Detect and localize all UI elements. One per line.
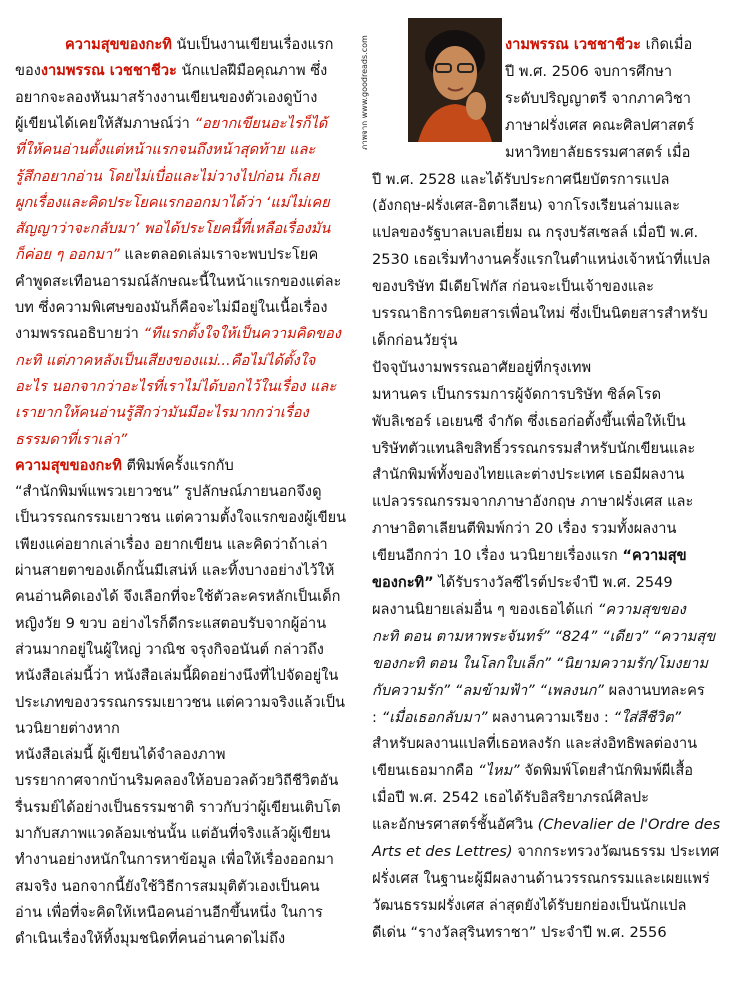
text-line [15, 875, 320, 899]
text-segment: ปัจจุบันงามพรรณอาศัยอยู่ที่กรุงเทพ [372, 358, 592, 376]
text-line [15, 848, 334, 872]
text-segment: (Chevalier de l'Ordre des [537, 816, 721, 834]
text-line [372, 221, 698, 245]
text-segment: จัดพิมพ์โดยสำนักพิมพ์ผีเสื้อ [519, 762, 694, 780]
text-line [372, 329, 457, 353]
text-segment: อยากจะลองหันมาสร้างงานเขียนของตัวเองดูบ้าง [15, 88, 318, 106]
text-segment: รู้สึกอยากอ่าน โดยไม่เบื่อและไม่วางไปก่อน ก็เลย [15, 167, 320, 185]
text-segment: สำนักพิมพ์ทั้งของไทยและต่างประเทศ เธอมีผลงาน [372, 466, 685, 484]
text-line [15, 270, 341, 294]
text-segment: และตลอดเล่มเราจะพบประโยค [119, 246, 319, 264]
text-line [372, 786, 649, 810]
text-line [15, 401, 309, 425]
text-segment: วัฒนธรรมฝรั่งเศส ล่าสุดยังได้รับยกย่องเป็นนักแปล [372, 896, 687, 914]
text-line [505, 114, 694, 138]
text-segment: ผลงานบทละคร [604, 681, 705, 699]
text-line [372, 383, 661, 407]
text-segment: บริษัทตัวแทนลิขสิทธิ์วรรณกรรมสำหรับนักเขียนและ [372, 439, 696, 457]
text-segment: “ทีแรกตั้งใจให้เป็นความคิดของ [143, 325, 341, 343]
text-line [15, 375, 336, 399]
text-segment: จากกระทรวงวัฒนธรรม ประเทศ [512, 843, 720, 860]
text-segment: หญิงวัย 9 ขวบ อย่างไรก็ดีกระแสตอบรับจากผู้อ่าน [15, 614, 327, 632]
text-segment: “ไหม” [477, 762, 520, 780]
text-segment: เด็กก่อนวัยรุ่น [372, 331, 458, 349]
text-line [372, 544, 687, 568]
text-segment: เมื่อปี พ.ศ. 2542 เธอได้รับอิสริยาภรณ์ศิลปะ [372, 789, 649, 807]
text-line [15, 506, 346, 530]
text-line [372, 759, 693, 783]
text-segment: เรายากให้คนอ่านรู้สึกว่ามันมีอะไรมากกว่าเรื่อง [15, 404, 309, 422]
text-line [15, 165, 319, 189]
text-segment: ของกะทิ” [372, 574, 434, 591]
text-segment: ผ่านสายตาของเด็กนั้นมีเสน่ห์ และทิ้งบางอย่างไว้ให้ [15, 562, 335, 579]
text-segment: “สำนักพิมพ์แพรวเยาวชน” รูปลักษณ์ภายนอกจึงดู [15, 483, 322, 501]
text-line [372, 652, 708, 676]
text-line [15, 243, 318, 267]
text-segment: เขียนเธอมากคือ [372, 762, 478, 780]
text-segment: งามพรรณอธิบายว่า [15, 325, 144, 343]
text-segment: หนังสือเล่มนี้ว่า หนังสือเล่มนี้ผิดอย่างนึงที่ไปจัดอยู่ใน [15, 667, 339, 685]
text-line [15, 349, 315, 373]
text-segment: แปลของรัฐบาลเบลเยี่ยม ณ กรุงบรัสเซลล์ เมื่อปี พ.ศ. [372, 224, 699, 242]
text-segment: บรรณาธิการนิตยสารเพื่อนใหม่ ซึ่งเป็นนิตยสารสำหรับ [372, 305, 708, 322]
text-segment: ผู้เขียนได้เคยให้สัมภาษณ์ว่า [15, 114, 195, 132]
text-line [505, 33, 692, 57]
text-line [15, 796, 341, 820]
text-line [15, 901, 323, 925]
text-segment: “ใส่สีชีวิต” [613, 708, 682, 726]
text-line [372, 356, 591, 380]
text-line [372, 410, 686, 434]
text-line [15, 112, 327, 136]
text-segment: สัญญาว่าจะกลับมา’ พอได้ประโยคนี้ที่เหลือเรื่องมัน [15, 220, 331, 238]
text-line [15, 585, 340, 609]
text-segment: มากับสภาพแวดล้อมเช่นนั้น แต่อันที่จริงแล้วผู้เขียน [15, 825, 331, 842]
text-line [15, 638, 324, 662]
text-line [15, 822, 330, 846]
text-segment: นักแปลฝีมือคุณภาพ ซึ่ง [176, 62, 328, 80]
text-segment: “อยากเขียนอะไรก็ได้ [194, 114, 328, 132]
text-line [15, 612, 326, 636]
text-segment: งามพรรณ เวชชาชีวะ [505, 36, 641, 53]
text-segment: งามพรรณ เวชชาชีวะ [40, 62, 177, 80]
text-segment: ประเภทของวรรณกรรมเยาวชน แต่ความจริงแล้วเป็น [15, 693, 345, 711]
text-line [372, 921, 667, 945]
text-segment: ภาษาฝรั่งเศส คณะศิลปศาสตร์ [505, 116, 695, 134]
text-segment: “เมื่อเธอกลับมา” [381, 708, 488, 726]
text-segment: คำพูดสะเทือนอารมณ์ลักษณะนี้ในหน้าแรกของแต่ละ [15, 272, 342, 290]
text-line [15, 691, 345, 715]
text-line [372, 679, 705, 703]
text-segment: (อังกฤษ-ฝรั่งเศส-อิตาเลียน) จากโรงเรียนล่ามและ [372, 197, 680, 215]
text-segment: มหานคร เป็นกรรมการผู้จัดการบริษัท ซิล์คโรด [372, 385, 662, 403]
text-line [372, 598, 686, 622]
text-segment: ระดับปริญญาตรี จากภาควิชา [505, 89, 691, 107]
text-segment: อะไร นอกจากว่าอะไรที่เราไม่ได้บอกไว้ในเรื่อง และ [15, 377, 337, 395]
text-segment: ของกะทิ ตอน ในโลกใบเล็ก” “นิยามความรัก/โมงยาม [372, 654, 708, 672]
text-segment: สมจริง นอกจากนี้ยังใช้วิธีการสมมุติตัวเองเป็นคน [15, 877, 320, 895]
text-line [15, 664, 338, 688]
text-segment: ที่ให้คนอ่านตั้งแต่หน้าแรกจนถึงหน้าสุดท้าย และ [15, 141, 316, 159]
text-segment: ผลงานนิยายเล่มอื่น ๆ ของเธอได้แก่ [372, 600, 598, 618]
text-line [372, 840, 719, 864]
text-line [15, 717, 120, 741]
text-line [372, 490, 693, 514]
text-line [15, 769, 338, 793]
text-segment: 2530 เธอเริ่มทำงานครั้งแรกในตำแหน่งเจ้าหน้าที่แปล [372, 251, 711, 269]
text-segment: ปี พ.ศ. 2528 และได้รับประกาศนียบัตรการแปล [372, 170, 670, 188]
text-segment: ภาษาอิตาเลียนตีพิมพ์กว่า 20 เรื่อง รวมทั้งผลงาน [372, 520, 677, 538]
text-segment: ก็ค่อย ๆ ออกมา” [15, 246, 120, 264]
text-line [372, 894, 686, 918]
text-line [505, 87, 691, 111]
text-line [15, 533, 328, 557]
text-segment: ความสุขของกะทิ [15, 456, 122, 474]
text-line [372, 732, 697, 756]
text-segment: ปี พ.ศ. 2506 จบการศึกษา [505, 62, 673, 80]
text-line [65, 33, 334, 57]
text-line [372, 194, 680, 218]
text-line [15, 322, 341, 346]
text-segment: คนอ่านคิดเองได้ จึงเลือกที่จะใช้ตัวละครหลักเป็นเด็ก [15, 588, 341, 606]
text-segment: สำหรับผลงานแปลที่เธอหลงรัก และส่งอิทธิพลต่องาน [372, 735, 698, 753]
text-segment: รื่นรมย์ได้อย่างเป็นธรรมชาติ ราวกับว่าผู้เขียนเติบโต [15, 798, 341, 816]
text-line [372, 168, 669, 192]
text-segment: : [372, 708, 382, 726]
text-segment: หนังสือเล่มนี้ ผู้เขียนได้จำลองภาพ [15, 746, 226, 764]
text-segment: ผลงานความเรียง : [487, 708, 614, 726]
text-line [372, 571, 673, 595]
text-line [15, 59, 327, 83]
text-line [15, 454, 234, 478]
text-segment: ผูกเรื่องและคิดประโยคแรกออกมาได้ว่า ‘แม่ไม่เคย [15, 193, 330, 211]
text-segment: เกิดเมื่อ [640, 36, 693, 53]
text-segment: และอักษรศาสตร์ชั้นอัศวิน [372, 816, 538, 834]
text-segment: บท ซึ่งความพิเศษของมันก็คือจะไม่มีอยู่ในเนื้อเรื่อง [15, 299, 328, 316]
text-line [15, 191, 330, 215]
text-segment: ดำเนินเรื่องให้ทิ้งมุมชนิดที่คนอ่านคาดไม่ถึง [15, 930, 286, 948]
author-photo [408, 18, 502, 142]
text-segment: ได้รับรางวัลซีไรต์ประจำปี พ.ศ. 2549 [433, 574, 673, 591]
text-segment: กับความรัก” “ลมข้ามฟ้า” “เพลงนก” [372, 681, 604, 699]
text-segment: ฝรั่งเศส ในฐานะผู้มีผลงานด้านวรรณกรรมและเผยแพร่ [372, 869, 710, 887]
text-segment: ตีพิมพ์ครั้งแรกกับ [121, 456, 234, 474]
text-segment: เป็นวรรณกรรมเยาวชน แต่ความตั้งใจแรกของผู้เขียน [15, 509, 347, 527]
text-line [372, 625, 715, 649]
text-segment: กะทิ ตอน ตามหาพระจันทร์” “824” “เดียว” “ความสุข [372, 627, 716, 645]
text-segment: ธรรมดาที่เราเล่า” [15, 430, 128, 448]
text-segment: ดีเด่น “รางวัลสุรินทราชา” ประจำปี พ.ศ. 2556 [372, 923, 667, 941]
text-line [372, 248, 710, 272]
photo-credit: ภาพจาก www.goodreads.com [360, 35, 369, 150]
text-segment: “ความสุข [622, 547, 687, 565]
text-segment: เพียงแค่อยากเล่าเรื่อง อยากเขียน และคิดว่าถ้าเล่า [15, 535, 328, 553]
text-segment: บรรยากาศจากบ้านริมคลองให้อบอวลด้วยวิถีชีวิตอัน [15, 772, 339, 790]
text-segment: ของบริษัท มีเดียโฟกัส ก่อนจะเป็นเจ้าของและ [372, 278, 655, 296]
text-line [505, 141, 690, 165]
text-segment: นวนิยายต่างหาก [15, 719, 120, 737]
text-line [372, 463, 684, 487]
text-line [372, 517, 676, 541]
text-segment: นับเป็นงานเขียนเรื่องแรก [171, 36, 334, 53]
text-segment: ทำงานอย่างหนักในการหาข้อมูล เพื่อให้เรื่องออกมา [15, 851, 334, 869]
text-line [372, 706, 681, 730]
text-segment: เขียนอีกกว่า 10 เรื่อง นวนิยายเรื่องแรก [372, 547, 623, 565]
text-line [372, 275, 654, 299]
text-line [15, 743, 225, 767]
text-segment: กะทิ แต่ภาคหลังเป็นเสียงของแม่...คือไม่ได้ตั้งใจ [15, 351, 316, 369]
text-line [15, 480, 322, 504]
text-segment: แปลวรรณกรรมจากภาษาอังกฤษ ภาษาฝรั่งเศส และ [372, 493, 694, 511]
text-segment: ความสุขของกะทิ [65, 36, 172, 53]
text-segment: Arts et des Lettres) [372, 843, 513, 860]
text-line [15, 138, 315, 162]
text-line [15, 559, 334, 583]
text-segment: ของ [15, 62, 41, 80]
text-line [372, 302, 708, 326]
text-line [372, 437, 695, 461]
text-line [15, 296, 327, 320]
text-segment: “ความสุขของ [597, 600, 686, 618]
text-line [15, 428, 127, 452]
text-segment: มหาวิทยาลัยธรรมศาสตร์ เมื่อ [505, 143, 691, 161]
text-line [372, 867, 710, 891]
text-line [15, 86, 317, 110]
text-line [15, 927, 285, 951]
text-line [372, 813, 720, 837]
text-segment: อ่าน เพื่อที่จะคิดให้เหนือคนอ่านอีกขึ้นหนึ่ง ในการ [15, 903, 323, 921]
text-segment: พับลิเชอร์ เอเยนซี จำกัด ซึ่งเธอก่อตั้งขึ้นเพื่อให้เป็น [372, 412, 686, 430]
text-line [15, 217, 330, 241]
text-segment: ส่วนมากอยู่ในผู้ใหญ่ วาณิช จรุงกิจอนันต์ กล่าวถึง [15, 640, 324, 658]
text-line [505, 60, 672, 84]
